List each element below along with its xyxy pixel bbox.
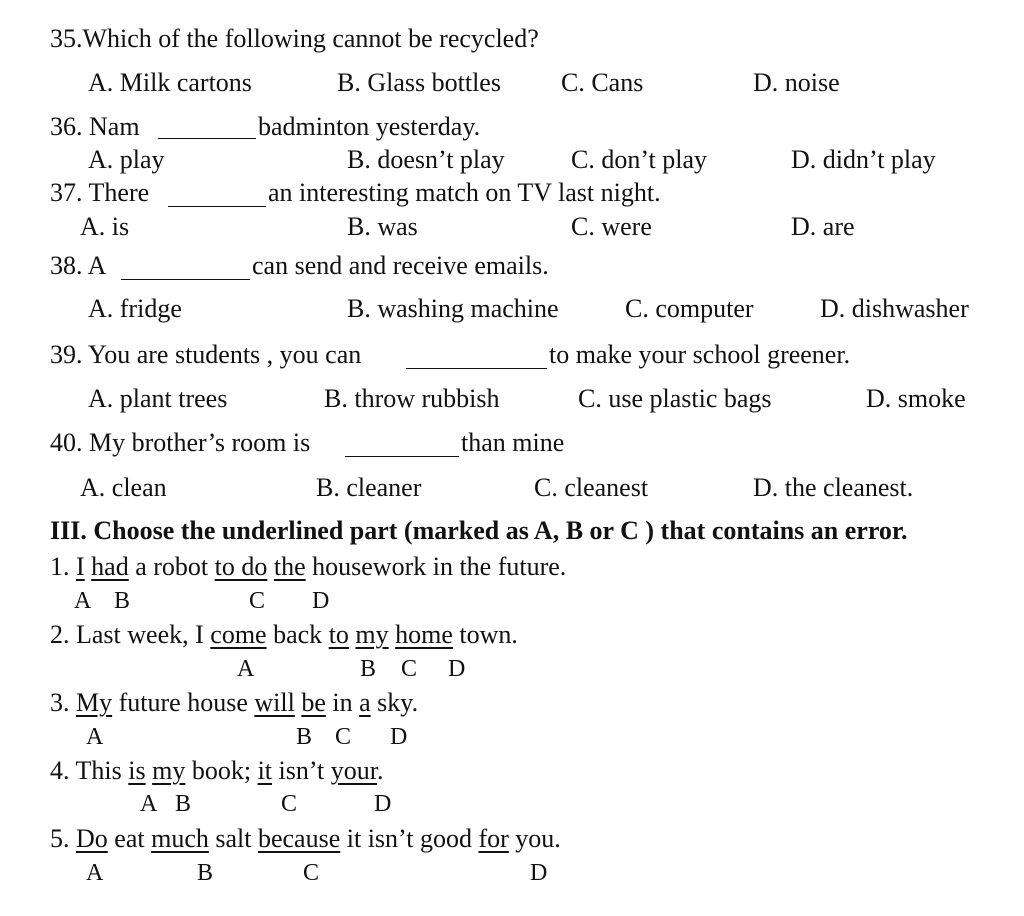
underlined-part-a: My: [76, 688, 113, 717]
label-c: C: [249, 588, 266, 614]
underlined-part-a: I: [76, 552, 85, 581]
q39-option-c: C. use plastic bags: [578, 384, 772, 413]
answer-blank: [158, 138, 256, 139]
label-a: A: [237, 656, 255, 682]
underlined-part-d: a: [359, 688, 371, 717]
segment: town.: [452, 620, 518, 649]
segment: .: [377, 756, 384, 785]
section-3-heading: III. Choose the underlined part (marked as A, B or C ) that contains an error.: [50, 516, 908, 545]
underlined-part-a: Do: [76, 824, 108, 853]
q35-option-c: C. Cans: [561, 68, 644, 97]
underlined-part-b: much: [151, 824, 209, 853]
label-d: D: [312, 588, 330, 614]
q39-option-b: B. throw rubbish: [324, 384, 500, 413]
segment: future house: [112, 688, 255, 717]
underlined-part-c: because: [257, 824, 341, 853]
answer-blank: [406, 368, 547, 369]
q37-option-c: C. were: [571, 212, 652, 241]
answer-blank: [345, 456, 459, 457]
label-b: B: [296, 724, 313, 750]
segment: sky.: [370, 688, 419, 717]
underlined-part-c: my: [355, 620, 389, 649]
error-item-5: [50, 824, 561, 854]
question-39-stem-start: 39. You are students , you can: [50, 340, 362, 369]
underlined-part-d: the: [273, 552, 306, 581]
label-d: D: [374, 791, 392, 817]
underlined-part-d: your: [330, 756, 378, 785]
label-c: C: [281, 791, 298, 817]
label-a: A: [86, 724, 104, 750]
label-a: A: [140, 791, 158, 817]
q37-option-b: B. was: [347, 212, 418, 241]
question-36-stem-start: 36. Nam: [50, 112, 140, 141]
q39-option-d: D. smoke: [866, 384, 966, 413]
segment: book;: [185, 756, 258, 785]
label-d: D: [390, 724, 408, 750]
error-item-2: [50, 620, 518, 650]
q38-option-a: A. fridge: [88, 294, 182, 323]
question-37-stem-end: an interesting match on TV last night.: [268, 178, 661, 207]
underlined-part-a: is: [128, 756, 146, 785]
underlined-part-a: come: [210, 620, 267, 649]
q38-option-d: D. dishwasher: [820, 294, 969, 323]
question-37-stem-start: 37. There: [50, 178, 150, 207]
underlined-part-b: to: [328, 620, 349, 649]
label-b: B: [114, 588, 131, 614]
segment: isn’t: [272, 756, 331, 785]
error-item-3: [50, 688, 418, 718]
segment: 5.: [50, 824, 76, 853]
label-b: B: [197, 860, 214, 886]
question-40-stem-end: than mine: [461, 428, 565, 457]
underlined-part-b: will: [254, 688, 295, 717]
segment: a robot: [128, 552, 215, 581]
label-b: B: [360, 656, 377, 682]
underlined-part-b: my: [152, 756, 186, 785]
question-38-stem-end: can send and receive emails.: [252, 251, 549, 280]
q40-option-b: B. cleaner: [316, 473, 422, 502]
q35-option-b: B. Glass bottles: [337, 68, 501, 97]
answer-blank: [121, 279, 250, 280]
label-a: A: [86, 860, 104, 886]
underlined-part-c: be: [301, 688, 326, 717]
label-c: C: [335, 724, 352, 750]
label-c: C: [401, 656, 418, 682]
label-b: B: [175, 791, 192, 817]
question-39-stem-end: to make your school greener.: [549, 340, 851, 369]
underlined-part-d: home: [395, 620, 453, 649]
q37-option-a: A. is: [80, 212, 130, 241]
underlined-part-c: it: [257, 756, 273, 785]
q39-option-a: A. plant trees: [88, 384, 228, 413]
segment: you.: [508, 824, 561, 853]
q38-option-b: B. washing machine: [347, 294, 559, 323]
q40-option-c: C. cleanest: [534, 473, 649, 502]
answer-blank: [168, 206, 266, 207]
q36-option-c: C. don’t play: [571, 145, 708, 174]
label-a: A: [74, 588, 92, 614]
q37-option-d: D. are: [791, 212, 855, 241]
question-40-stem-start: 40. My brother’s room is: [50, 428, 311, 457]
segment: housework in the future.: [305, 552, 567, 581]
q36-option-d: D. didn’t play: [791, 145, 936, 174]
question-36-stem-end: badminton yesterday.: [258, 112, 481, 141]
question-35-stem: 35.Which of the following cannot be recycled?: [50, 24, 539, 53]
segment: 2. Last week, I: [50, 620, 211, 649]
q36-option-a: A. play: [88, 145, 165, 174]
q35-option-d: D. noise: [753, 68, 840, 97]
segment: 1.: [50, 552, 76, 581]
q40-option-a: A. clean: [80, 473, 167, 502]
error-item-4: [50, 756, 384, 786]
segment: salt: [208, 824, 258, 853]
segment: 3.: [50, 688, 76, 717]
error-item-1: [50, 552, 566, 582]
underlined-part-c: to do: [214, 552, 268, 581]
label-d: D: [530, 860, 548, 886]
underlined-part-d: for: [478, 824, 509, 853]
question-38-stem-start: 38. A: [50, 251, 107, 280]
q35-option-a: A. Milk cartons: [88, 68, 252, 97]
label-c: C: [303, 860, 320, 886]
q38-option-c: C. computer: [625, 294, 754, 323]
q40-option-d: D. the cleanest.: [753, 473, 914, 502]
segment: in: [325, 688, 360, 717]
underlined-part-b: had: [91, 552, 129, 581]
segment: back: [266, 620, 329, 649]
segment: eat: [107, 824, 152, 853]
q36-option-b: B. doesn’t play: [347, 145, 505, 174]
segment: 4. This: [50, 756, 129, 785]
label-d: D: [448, 656, 466, 682]
segment: it isn’t good: [340, 824, 479, 853]
